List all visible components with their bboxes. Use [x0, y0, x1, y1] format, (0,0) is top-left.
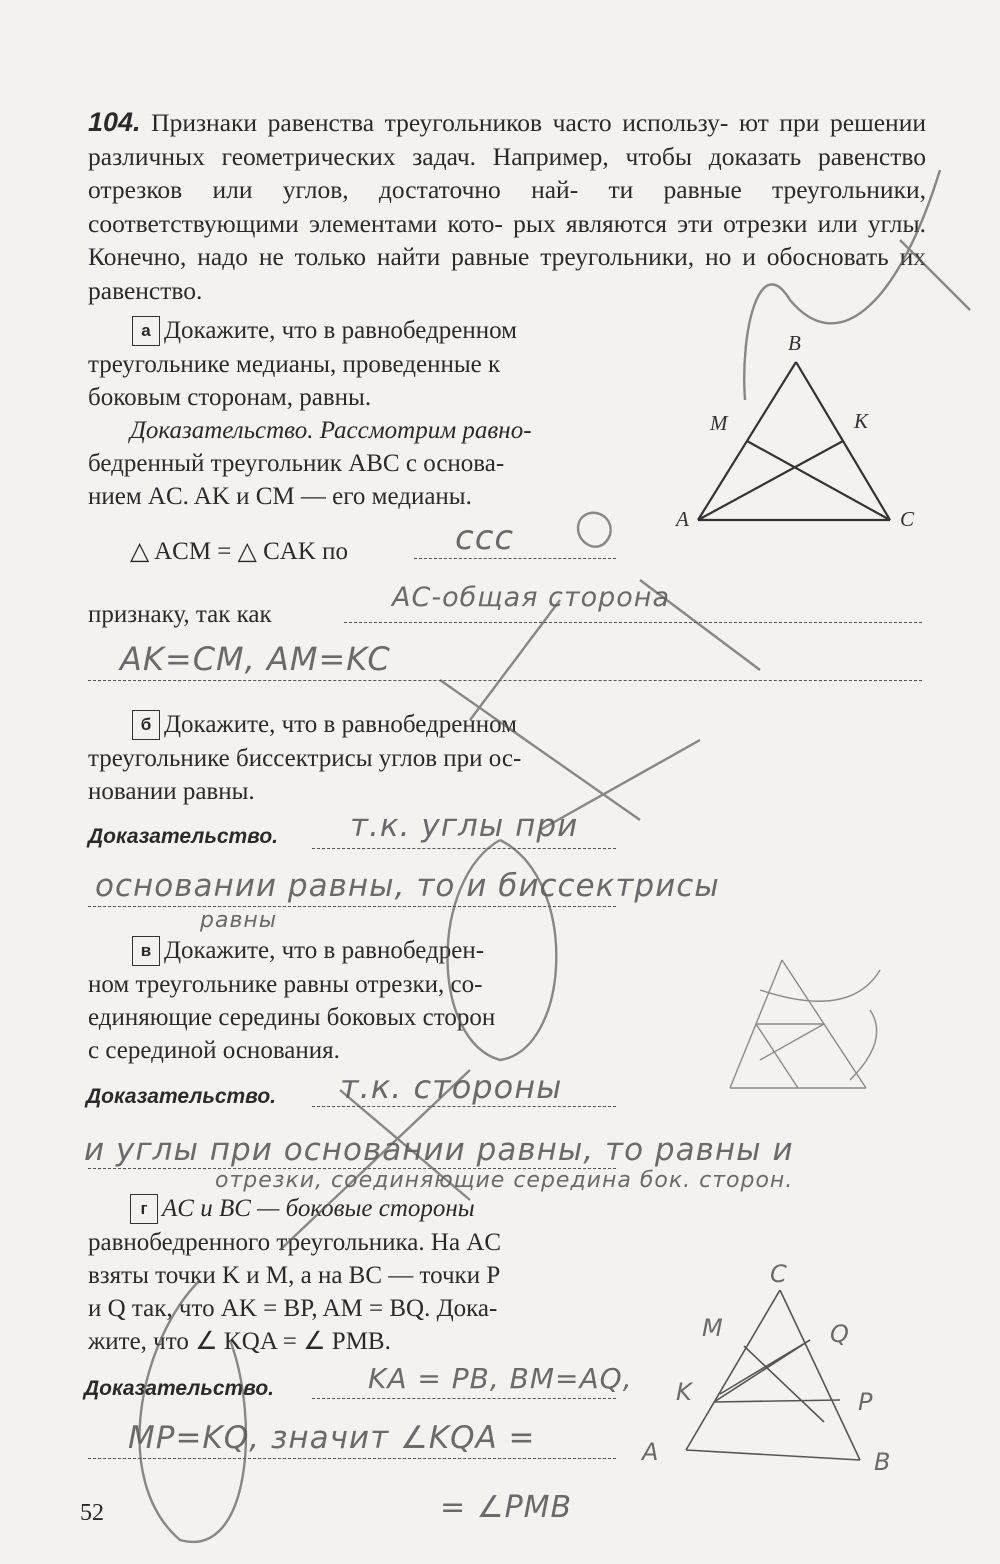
fig-g-label-p: P — [858, 1388, 873, 1416]
part-v-hand-3: отрезки, соединяющие середина бок. сторон. — [215, 1168, 794, 1193]
part-a-hand-reason-1: AC-общая сторона — [392, 582, 670, 613]
part-b-hand-1: т.к. углы при — [350, 808, 579, 844]
part-b-label: б — [132, 710, 160, 740]
fig-a-label-b: B — [788, 331, 801, 355]
part-g-answer-line-2 — [88, 1458, 616, 1459]
part-v-line-1 — [132, 934, 484, 967]
fig-g-label-a: A — [642, 1438, 659, 1466]
part-a-proof-2: бедренный треугольник ABC с основа- — [88, 450, 505, 477]
page-number: 52 — [80, 1500, 104, 1526]
part-g-line-2: равнобедренного треугольника. На AC — [88, 1229, 502, 1256]
fig-g-label-c: C — [770, 1260, 787, 1288]
part-g-hand-3: = ∠PMB — [440, 1490, 573, 1525]
part-a-reason-line-2 — [88, 680, 922, 681]
part-b-line-1 — [132, 708, 517, 741]
part-g-answer-line-1 — [312, 1398, 616, 1399]
fig-g-label-m: M — [702, 1314, 723, 1342]
part-g-label: г — [130, 1194, 158, 1224]
fig-g-label-k: K — [676, 1378, 692, 1406]
part-g-line-3: взяты точки K и M, а на BC — точки P — [88, 1262, 501, 1289]
part-g-sketch-figure — [630, 1260, 920, 1490]
fig-a-label-k: K — [854, 409, 869, 433]
pen-stroke-3 — [578, 513, 611, 547]
part-a-proof-1: Доказательство. Рассмотрим равно- — [130, 417, 532, 444]
part-v-line-2: ном треугольнике равны отрезки, со- — [88, 971, 483, 998]
part-a-sign-line — [414, 558, 616, 559]
problem-intro-text: Признаки равенства треугольников часто использу- ют при решении различных геометрических задач. Например, чтобы доказать равенство отрезков или углов, достаточно най- ти равные треугольники, соответствующими элементами кото- рых являются эти отрезки или углы. Конечно, надо не только найти равные треугольники, но и обосновать их равенство. — [88, 108, 926, 305]
part-b-hand-2: основании равны, то и биссектрисы — [95, 868, 720, 904]
part-a-line-1 — [132, 314, 517, 347]
part-v-hand-1: т.к. стороны — [340, 1068, 563, 1106]
part-a-reason-line-1 — [344, 622, 922, 623]
part-g-line-1 — [130, 1192, 475, 1225]
part-v-hand-2: и углы при основании равны, то равны и — [84, 1132, 794, 1168]
problem-number: 104. — [88, 107, 141, 137]
part-b-line-3: новании равны. — [88, 778, 255, 805]
fig-g-label-b: B — [874, 1448, 891, 1476]
part-a-sign-text: признаку, так как — [88, 601, 272, 628]
part-b-proof-label: Доказательство. — [88, 825, 279, 848]
part-a-congruence: △ ACM = △ CAK по — [130, 538, 349, 565]
part-a-label: а — [132, 316, 160, 346]
part-a-line-2: треугольнике медианы, проведенные к — [88, 351, 501, 378]
part-v-line-3: единяющие середины боковых сторон — [88, 1004, 496, 1031]
part-g-line-4: и Q так, что AK = BP, AM = BQ. Дока- — [88, 1295, 498, 1322]
part-b-line-2: треугольнике биссектрисы углов при ос- — [88, 745, 522, 772]
pen-stroke-7 — [470, 600, 560, 720]
part-a-text-1: Докажите, что в равнобедренном — [164, 317, 517, 344]
part-b-answer-line-1 — [312, 848, 616, 849]
part-b-text-1: Докажите, что в равнобедренном — [164, 711, 517, 738]
part-g-hand-2: MP=KQ, значит ∠KQA = — [128, 1420, 536, 1456]
part-g-line-5: жите, что ∠ KQA = ∠ PMB. — [88, 1328, 391, 1355]
problem-intro — [88, 106, 926, 307]
part-b-hand-3: равны — [200, 908, 278, 933]
fig-a-label-m: M — [710, 411, 728, 435]
part-a-proof-3: нием AC. AK и CM — его медианы. — [88, 483, 472, 510]
fig-a-label-a: A — [676, 507, 689, 531]
part-v-answer-line-1 — [312, 1106, 616, 1107]
fig-g-label-q: Q — [830, 1320, 849, 1348]
fig-a-label-c: C — [900, 507, 915, 531]
part-a-hand-reason-2: AK=CM, AM=KC — [120, 640, 391, 678]
part-a-hand-sign: ссс — [455, 518, 515, 558]
part-a-triangle-figure — [660, 320, 930, 540]
part-v-sketch-figure — [720, 950, 920, 1100]
part-v-line-4: с серединой основания. — [88, 1037, 340, 1064]
part-v-proof-label: Доказательство. — [86, 1085, 277, 1108]
part-a-line-3: боковым сторонам, равны. — [88, 384, 372, 411]
part-b-answer-line-2 — [88, 906, 616, 907]
part-v-text-1: Докажите, что в равнобедрен- — [164, 937, 485, 964]
part-v-label: в — [132, 936, 160, 966]
part-g-text-1: AC и BC — боковые стороны — [162, 1195, 475, 1222]
part-g-hand-1: KA = PB, BM=AQ, — [368, 1362, 633, 1395]
part-g-proof-label: Доказательство. — [84, 1377, 275, 1400]
